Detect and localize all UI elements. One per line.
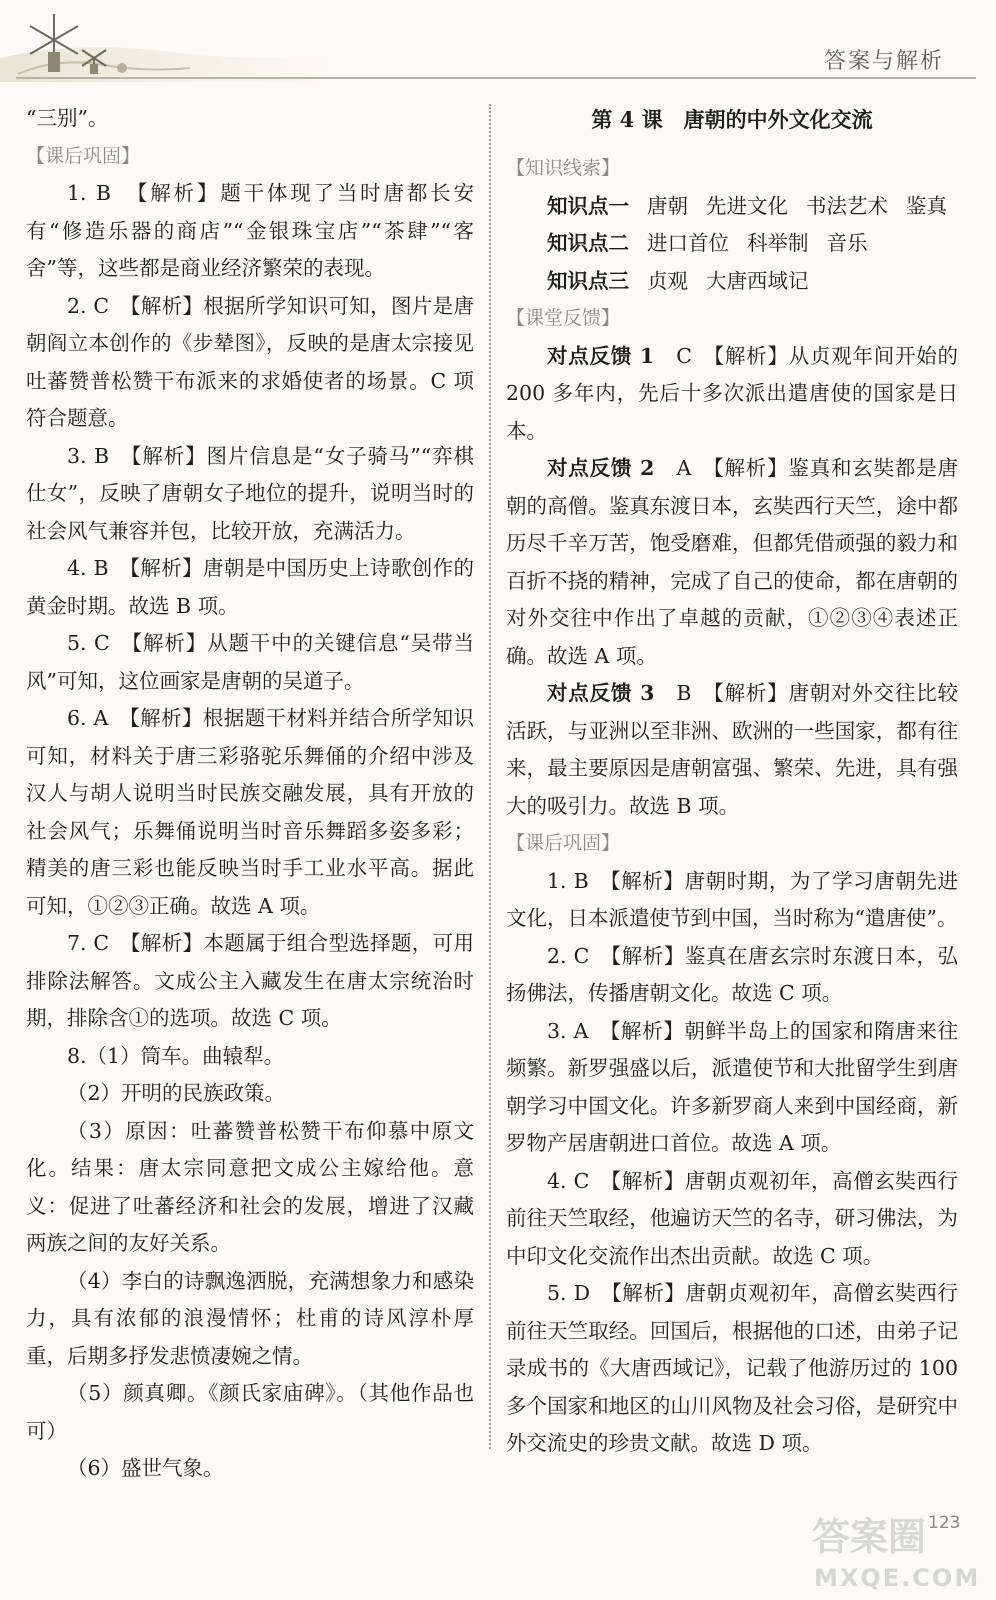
right-column (506, 100, 958, 1463)
header-rule (16, 77, 976, 79)
left-answer-6: 6. A 【解析】根据题干材料并结合所学知识可知，材料关于唐三彩骆驼乐舞俑的介绍中涉及汉人与胡人说明当时民族交融发展，具有开放的社会风气；乐舞俑说明当时音乐舞蹈多姿多彩；精美的唐三彩也能反映当时手工业水平高。据此可知，①②③正确。故选 A 项。 (26, 706, 474, 918)
feedback-text: A 【解析】鉴真和玄奘都是唐朝的高僧。鉴真东渡日本，玄奘西行天竺，途中都历尽千辛万苦，饱受磨难，但都凭借顽强的毅力和百折不挠的精神，完成了自己的使命，都在唐朝的对外交往中作出了卓越的贡献，①②③④表述正确。故选 A 项。 (506, 456, 958, 668)
knowledge-point-1 (506, 188, 958, 226)
left-answer-2: 2. C 【解析】根据所学知识可知，图片是唐朝阎立本创作的《步辇图》，反映的是唐太宗接见吐蕃赞普松赞干布派来的求婚使者的场景。C 项符合题意。 (26, 293, 474, 430)
left-column (26, 100, 474, 1488)
section-feedback: 【课堂反馈】 (506, 307, 621, 329)
section-knowledge: 【知识线索】 (506, 157, 621, 179)
page-header (0, 0, 996, 82)
right-answer-3: 3. A 【解析】朝鲜半岛上的国家和隋唐来往频繁。新罗强盛以后，派遣使节和大批留学生到唐朝学习中国文化。许多新罗商人来到中国经商，新罗物产居唐朝进口首位。故选 A 项。 (506, 1018, 958, 1155)
knowledge-item: 唐朝 (647, 193, 688, 218)
left-section-after: 【课后巩固】 (26, 144, 141, 167)
knowledge-item: 进口首位 (647, 231, 729, 255)
knowledge-point-3 (506, 263, 958, 301)
left-answer-8-5: （5）颜真卿。《颜氏家庙碑》。（其他作品也可） (26, 1381, 474, 1443)
knowledge-point-label: 知识点一 (547, 193, 629, 218)
feedback-label: 对点反馈 2 (547, 456, 655, 480)
lesson-title: 第 4 课 唐朝的中外文化交流 (591, 107, 873, 132)
left-answer-8-1: 8.（1）筒车。曲辕犁。 (67, 1043, 285, 1068)
section-after-right: 【课后巩固】 (506, 832, 621, 854)
watermark-text: 答案圈 (812, 1515, 927, 1559)
left-line-0: “三别”。 (26, 106, 109, 130)
column-divider (489, 104, 491, 1449)
left-answer-8-4: （4）李白的诗飘逸洒脱，充满想象力和感染力，具有浓郁的浪漫情怀；杜甫的诗风淳朴厚重，后期多抒发悲愤凄婉之情。 (26, 1268, 474, 1368)
feedback-3 (506, 675, 958, 825)
left-answer-4: 4. B 【解析】唐朝是中国历史上诗歌创作的黄金时期。故选 B 项。 (26, 556, 474, 618)
right-answer-4: 4. C 【解析】唐朝贞观初年，高僧玄奘西行前往天竺取经，他遍访天竺的名寺，研习佛法，为中印文化交流作出杰出贡献。故选 C 项。 (506, 1168, 958, 1268)
feedback-label: 对点反馈 1 (547, 343, 655, 368)
right-answer-1: 1. B 【解析】唐朝时期，为了学习唐朝先进文化，日本派遣使节到中国，当时称为“遣唐使”。 (506, 868, 958, 930)
windmill-banner-icon (0, 0, 330, 82)
left-answer-5: 5. C 【解析】从题干中的关键信息“吴带当风”可知，这位画家是唐朝的吴道子。 (26, 631, 474, 693)
left-answer-8-6: （6）盛世气象。 (67, 1456, 224, 1480)
right-answer-2: 2. C 【解析】鉴真在唐玄宗时东渡日本，弘扬佛法，传播唐朝文化。故选 C 项。 (506, 943, 958, 1005)
feedback-text: C 【解析】从贞观年间开始的 200 多年内，先后十多次派出遣唐使的国家是日本。 (506, 343, 959, 443)
left-answer-3: 3. B 【解析】图片信息是“女子骑马”“弈棋仕女”，反映了唐朝女子地位的提升，说明当时的社会风气兼容并包，比较开放，充满活力。 (26, 443, 474, 543)
watermark-sub: MXQE.COM (814, 1564, 981, 1592)
knowledge-point-2 (506, 225, 958, 263)
left-answer-8-2: （2）开明的民族政策。 (67, 1081, 286, 1105)
knowledge-point-label: 知识点三 (547, 268, 629, 293)
left-answer-7: 7. C 【解析】本题属于组合型选择题，可用排除法解答。文成公主入藏发生在唐太宗统治时期，排除含①的选项。故选 C 项。 (26, 931, 474, 1030)
knowledge-item: 音乐 (826, 231, 868, 255)
left-answer-8-3: （3）原因：吐蕃赞普松赞干布仰慕中原文化。结果：唐太宗同意把文成公主嫁给他。意义：促进了吐蕃经济和社会的发展，增进了汉藏两族之间的友好关系。 (26, 1118, 474, 1255)
feedback-1 (506, 338, 958, 451)
page-number: 123 (928, 1513, 961, 1533)
feedback-label: 对点反馈 3 (547, 681, 655, 705)
knowledge-item: 鉴真 (906, 193, 947, 218)
knowledge-item: 书法艺术 (806, 193, 888, 218)
right-answer-5: 5. D 【解析】唐朝贞观初年，高僧玄奘西行前往天竺取经。回国后，根据他的口述，由弟子记录成书的《大唐西域记》，记载了他游历过的 100 多个国家和地区的山川风物及社会习俗，是研究中外交流史的珍贵文献。故选 D 项。 (506, 1281, 958, 1455)
knowledge-item: 贞观 (647, 268, 688, 293)
knowledge-item: 先进文化 (706, 193, 788, 218)
watermark-logo-icon (806, 1506, 986, 1594)
knowledge-item: 大唐西域记 (706, 268, 809, 293)
feedback-text: B 【解析】唐朝对外交往比较活跃，与亚洲以至非洲、欧洲的一些国家，都有往来，最主要原因是唐朝富强、繁荣、先进，具有强大的吸引力。故选 B 项。 (506, 681, 958, 818)
left-answer-1: 1. B 【解析】题干体现了当时唐都长安有“修造乐器的商店”“金银珠宝店”“茶肆”“客舍”等，这些都是商业经济繁荣的表现。 (26, 181, 474, 280)
header-title: 答案与解析 (823, 49, 944, 74)
knowledge-point-label: 知识点二 (547, 231, 629, 255)
feedback-2 (506, 450, 958, 675)
knowledge-item: 科举制 (747, 231, 809, 255)
